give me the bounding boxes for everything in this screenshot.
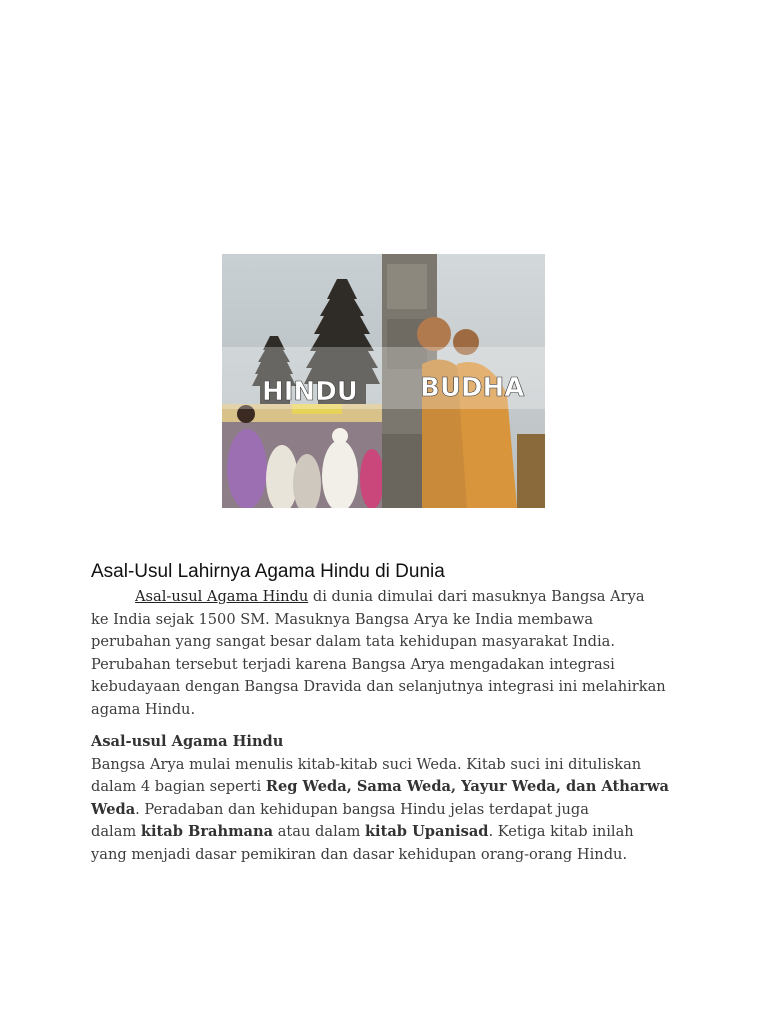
paragraph-line bbox=[91, 776, 691, 799]
section-subheading: Asal-usul Agama Hindu bbox=[91, 733, 284, 750]
intro-paragraph bbox=[91, 586, 691, 721]
asal-usul-link[interactable]: Asal-usul Agama Hindu bbox=[135, 588, 309, 605]
figure-left-label: HINDU bbox=[262, 377, 358, 407]
hindu-budha-photo bbox=[222, 254, 545, 508]
weda-names: Reg Weda, Sama Weda, Yayur Weda, dan Atharwa bbox=[265, 778, 669, 795]
paragraph-line: kebudayaan dengan Bangsa Dravida dan selanjutnya integrasi ini melahirkan bbox=[91, 678, 666, 695]
paragraph-line bbox=[91, 799, 691, 822]
paragraph-line: yang menjadi dasar pemikiran dan dasar kehidupan orang-orang Hindu. bbox=[91, 845, 628, 863]
paragraph-text: . Peradaban dan kehidupan bangsa Hindu jelas terdapat juga bbox=[135, 800, 589, 818]
figure-right-label: BUDHA bbox=[420, 373, 525, 403]
article-title: Asal-Usul Lahirnya Agama Hindu di Dunia bbox=[91, 561, 445, 582]
paragraph-text: atau dalam bbox=[273, 823, 365, 840]
paragraph-line: Perubahan tersebut terjadi karena Bangsa Arya mengadakan integrasi bbox=[91, 655, 615, 673]
paragraph-text: . Ketiga kitab inilah bbox=[488, 823, 634, 840]
paragraph-line: Bangsa Arya mulai menulis kitab-kitab suci Weda. Kitab suci ini dituliskan bbox=[91, 755, 642, 773]
kitab-brahmana: kitab Brahmana bbox=[140, 823, 274, 840]
paragraph-line: ke India sejak 1500 SM. Masuknya Bangsa Arya ke India membawa bbox=[91, 610, 594, 628]
weda-name-end: Weda bbox=[91, 800, 136, 818]
paragraph-text: dalam 4 bagian seperti bbox=[91, 778, 266, 795]
paragraph-text: di dunia dimulai dari masuknya Bangsa Arya bbox=[308, 588, 645, 605]
kitab-upanisad: kitab Upanisad bbox=[364, 823, 489, 840]
paragraph-line bbox=[91, 821, 691, 844]
paragraph-line: agama Hindu. bbox=[91, 700, 196, 718]
section-weda bbox=[91, 731, 691, 866]
paragraph-line: perubahan yang sangat besar dalam tata kehidupan masyarakat India. bbox=[91, 633, 616, 650]
paragraph-line bbox=[91, 586, 691, 609]
paragraph-text: dalam bbox=[91, 823, 141, 840]
